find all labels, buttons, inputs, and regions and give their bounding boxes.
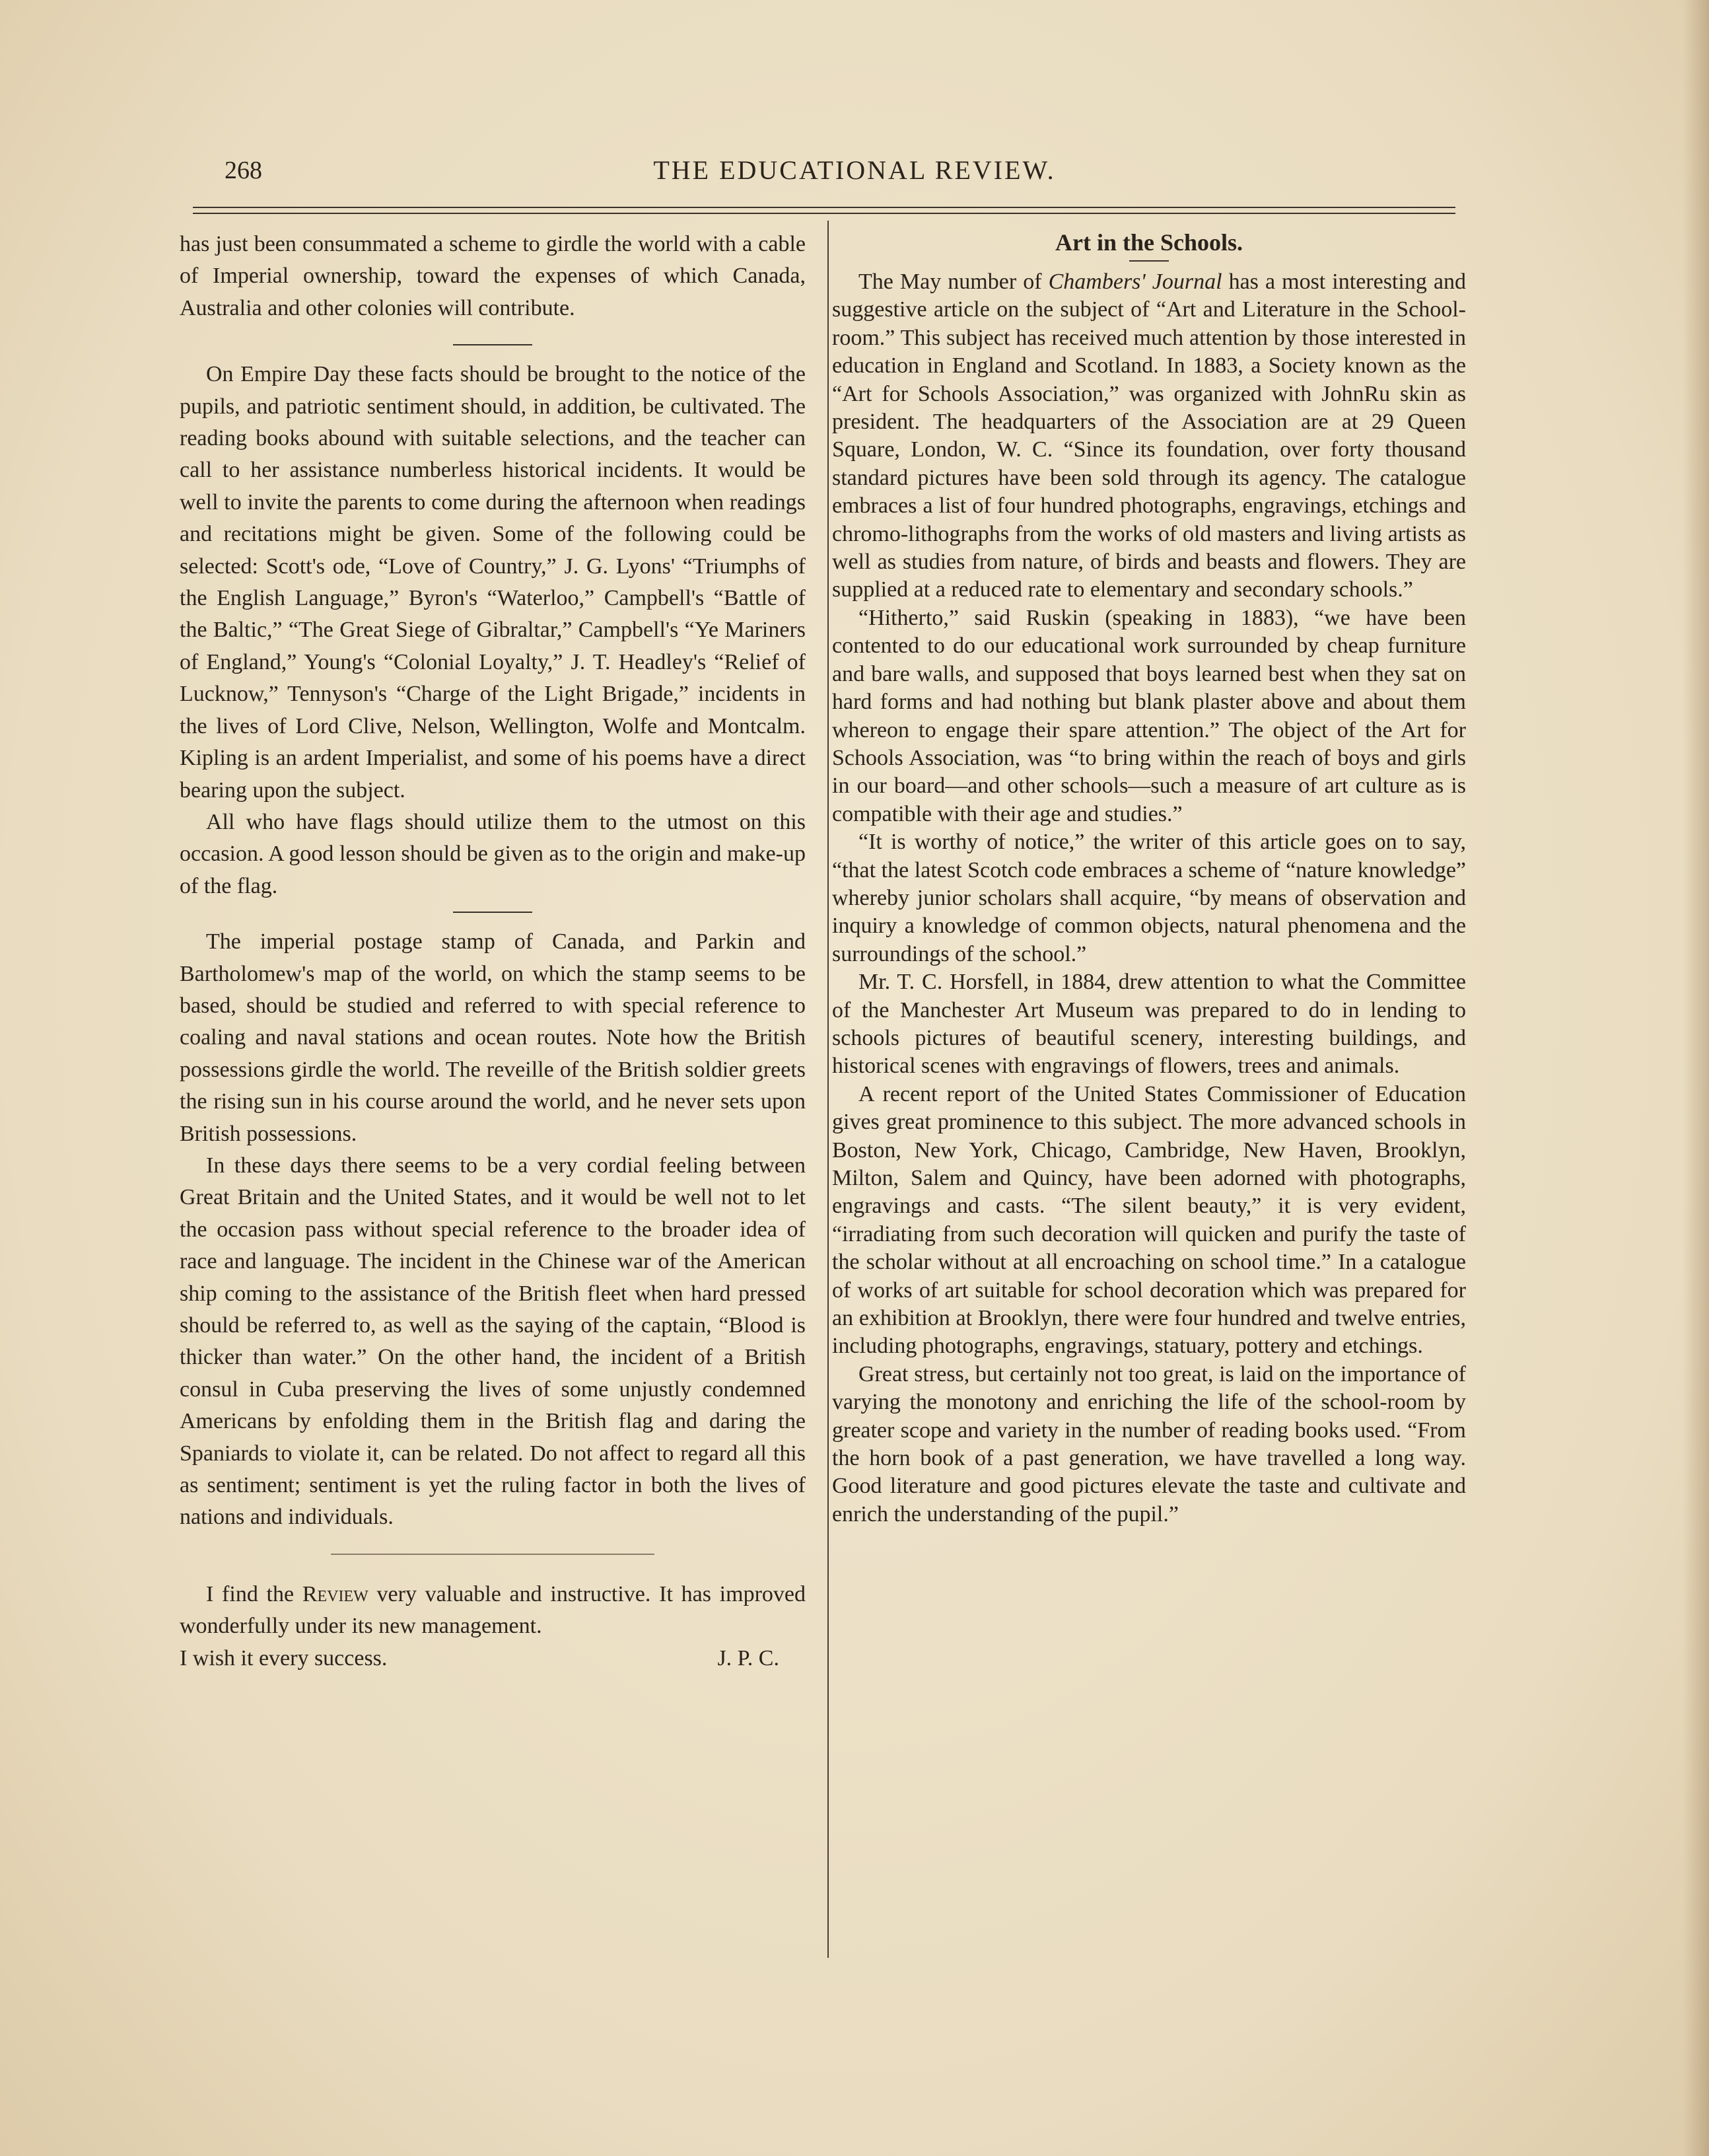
page-number: 268 [225,157,262,184]
page-edge-shadow [1683,0,1709,2156]
paragraph: Mr. T. C. Horsfell, in 1884, drew attention to what the Committee of the Manchester Art Museum was prepared to do in lending to schools pictures of beautiful scenery, interesting buildings, and historical scenes with engravings of flowers, trees and animals. [832,970,1466,1079]
paragraph: In these days there seems to be a very cordial feeling between Great Britain and the United States, and it would be well not to let the occasion pass without special reference to the broader idea of race and language. The incident in the Chinese war of the American ship coming to the assistance of the British fleet when hard pressed should be referred to, as well as the saying of the captain, “Blood is thicker than water.” On the other hand, the incident of a British consul in Cuba preserving the lives of some unjustly condemned Americans by enfolding them in the British flag and daring the Spaniards to violate it, can be related. Do not affect to regard all this as sentiment; sentiment is yet the ruling factor in both the lives of nations and individuals. [180,1153,806,1530]
review-word: Review [302,1581,368,1606]
continued-paragraph: has just been consummated a scheme to girdle the world with a cable of Imperial ownership, toward the expenses of which Canada, Australia and other colonies will contribute. [180,232,806,320]
journal-name: Chambers' Journal [1048,270,1222,294]
letter-closing: I wish it every success. [180,1645,388,1671]
article-title: Art in the Schools. [1055,229,1243,256]
letter-rule [331,1554,654,1555]
paragraph: The imperial postage stamp of Canada, and Parkin and Bartholomew's map of the world, on which the stamp seems to be based, should be studied and referred to with special reference to coaling and naval stations and ocean routes. Note how the British possessions girdle the world. The reveille of the British soldier greets the rising sun in his course around the world, and he never sets upon British possessions. [180,929,806,1146]
paragraph: “It is worthy of notice,” the writer of this article goes on to say, “that the latest Scotch code embraces a scheme of “nature knowledge” whereby junior scholars shall acquire, “by means of observation and inquiry a knowledge of common objects, natural phenomena and the surroundings of the school.” [832,830,1466,966]
title-rule [1129,260,1169,262]
letter-closing-line [180,1643,806,1674]
header-rule-top [193,207,1455,208]
left-column [180,229,806,1674]
paragraph: On Empire Day these facts should be brought to the notice of the pupils, and patriotic sentiment should, in addition, be cultivated. The reading books abound with suitable selections, and the teacher can call to her assistance numberless historical incidents. It would be well to invite the parents to come during the afternoon when readings and recitations might be given. Some of the following could be selected: Scott's ode, “Love of Country,” J. G. Lyons' “Triumphs of the English Language,” Byron's “Waterloo,” Campbell's “Battle of the Baltic,” “The Great Siege of Gibraltar,” Campbell's “Ye Mariners of England,” Young's “Colonial Loyalty,” J. T. Headley's “Relief of Lucknow,” Tennyson's “Charge of the Light Brigade,” incidents in the lives of Lord Clive, Nelson, Wellington, Wolfe and Montcalm. Kipling is an ardent Imperialist, and some of his poems have a direct bearing upon the subject. [180,362,806,803]
letter-signature: J. P. C. [717,1645,779,1671]
header-rule-bottom [193,213,1455,214]
section-rule [453,912,532,913]
paragraph: A recent report of the United States Commissioner of Education gives great prominence to this subject. The more advanced schools in Boston, New York, Chicago, Cambridge, New Haven, Brooklyn, Milton, Salem and Quincy, have been adorned with photographs, engravings and casts. “The silent beauty,” it is very evident, “irradiating from such decoration will quicken and purify the taste of the scholar without at all encroaching on school time.” In a catalogue of works of art suitable for school decoration which was prepared for an exhibition at Brooklyn, there were four hundred and twelve entries, including photographs, engravings, statuary, pottery and etchings. [832,1081,1466,1359]
right-column [832,226,1466,1528]
paragraph: “Hitherto,” said Ruskin (speaking in 1883), “we have been contented to do our educational work surrounded by cheap furniture and bare walls, and supposed that boys learned best when they sat on hard forms and had nothing but blank plaster above and about them whereon to engage their spare attention.” The object of the Art for Schools Association, was “to bring within the reach of boys and girls in our board—and other schools—such a measure of art culture as is compatible with their age and studies.” [832,605,1466,826]
section-rule [453,344,532,345]
running-head: THE EDUCATIONAL REVIEW. [653,155,1056,185]
letter-text [180,1579,806,1643]
paragraph: All who have flags should utilize them to the utmost on this occasion. A good lesson should be given as to the origin and make-up of the flag. [180,809,806,898]
intro-prefix: The May number of [858,270,1049,294]
paragraph: Great stress, but certainly not too great, is laid on the importance of varying the monotony and enriching the life of the school-room by greater scope and variety in the number of reading books used. “From the horn book of a past generation, we have travelled a long way. Good literature and good pictures elevate the taste and cultivate and enrich the understanding of the pupil.” [832,1361,1466,1527]
letter-text-after: very valuable and instructive. It has improved wonderfully under its new management. [180,1581,806,1639]
intro-suffix: has a most interesting and suggestive article on the subject of “Art and Literature in the School-room.” This subject has received much attention by those interested in education in England and Scotland. In 1883, a Society known as the “Art for Schools Association,” was organized with JohnRu skin as president. The headquarters of the Association are at 29 Queen Square, London, W. C. “Since its foundation, over forty thousand standard pictures have been sold through its agency. The catalogue embraces a list of four hundred photographs, engravings, etchings and chromo-lithographs from the works of old masters and living artists as well as studies from nature, of birds and beasts and flowers. They are supplied at a reduced rate to elementary and secondary schools.” [832,270,1466,602]
letter-text-before: I find the [206,1581,302,1606]
column-divider [827,221,829,1958]
intro-paragraph [832,268,1466,604]
